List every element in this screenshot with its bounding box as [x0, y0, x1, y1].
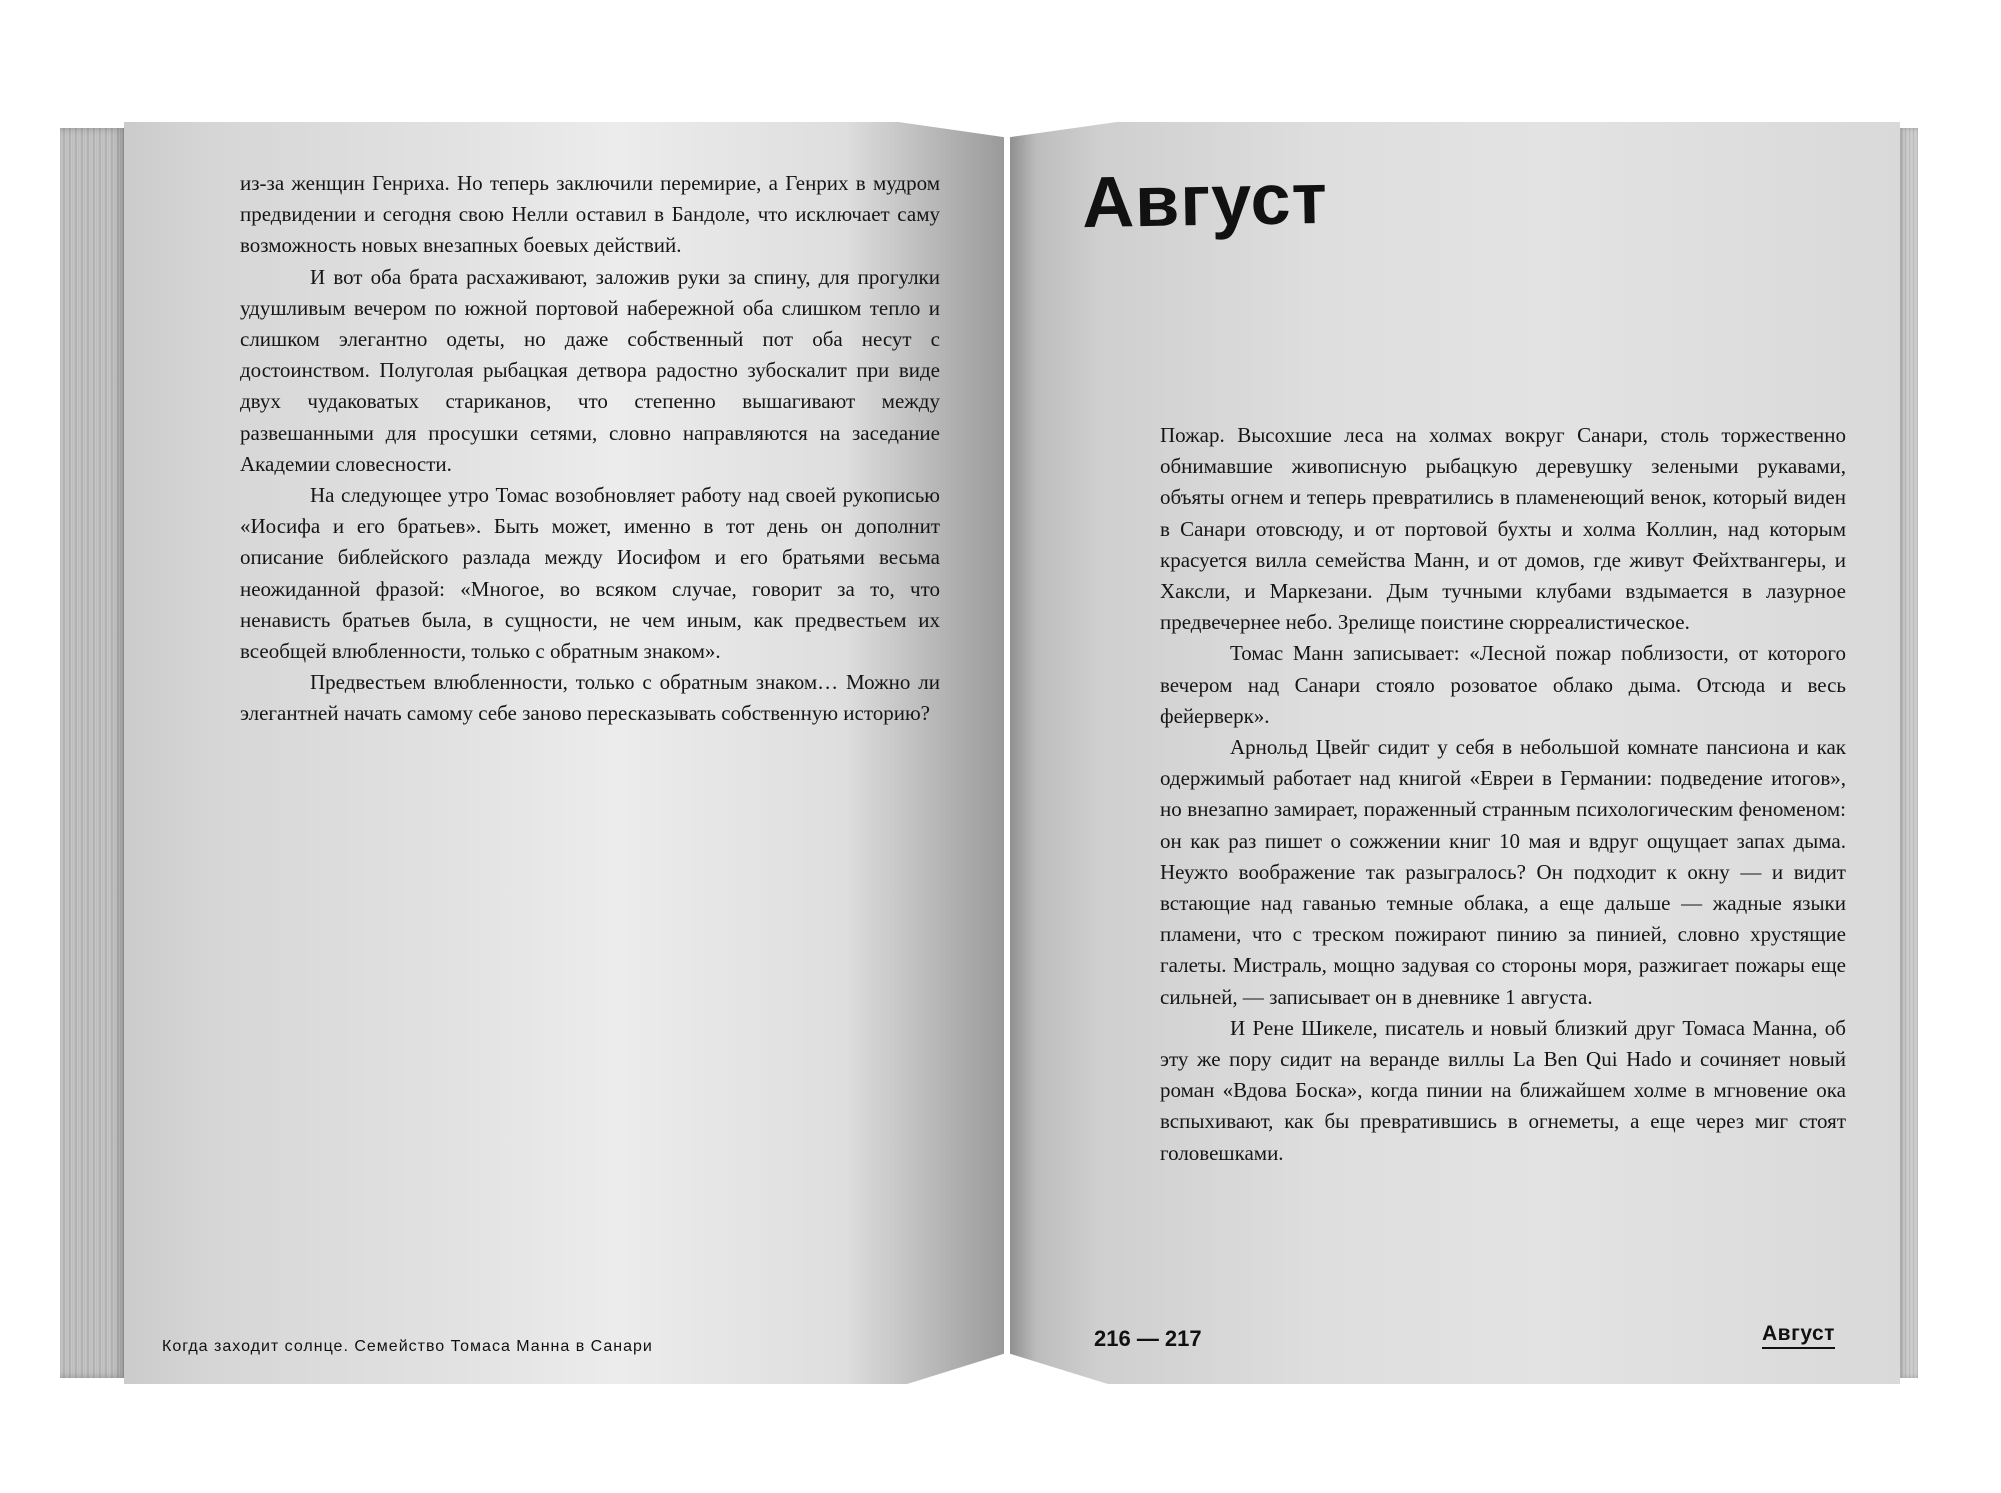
chapter-title: Август — [1081, 158, 1329, 244]
page-numbers: 216 — 217 — [1094, 1326, 1202, 1351]
right-page-body — [1160, 420, 1846, 1169]
paragraph: Арнольд Цвейг сидит у себя в небольшой комнате пансиона и как одержимый работает над книгой «Евреи в Германии: подведение итогов», но внезапно замирает, пораженный странным психологическим феноменом: он как раз пишет о сожжении книг 10 мая и вдруг ощущает запах дыма. Неужто воображение так разыгралось? Он подходит к окну — и видит встающие над гаванью темные облака, а еще дальше — жадные языки пламени, что с треском пожирают пинию за пинией, словно хрустящие галеты. Мистраль, мощно задувая со стороны моря, разжигает пожары еще сильней, — записывает он в дневнике 1 августа. — [1160, 735, 1846, 1009]
running-head: Когда заходит солнце. Семейство Томаса Манна в Санари — [162, 1338, 653, 1355]
paragraph: из-за женщин Генриха. Но теперь заключили перемирие, а Генрих в мудром предвидении и сегодня свою Нелли оставил в Бандоле, что исключает саму возможность новых внезапных боевых действий. — [240, 171, 940, 258]
paragraph: И вот оба брата расхаживают, заложив руки за спину, для прогулки удушливым вечером по южной портовой набережной оба слишком тепло и слишком элегантно одеты, но даже собственный пот оба несут с достоинством. Полуголая рыбацкая детвора радостно зубоскалит при виде двух чудаковатых стариканов, что степенно вышагивают между развешанными для просушки сетями, словно направляются на заседание Академии словесности. — [240, 264, 940, 476]
paragraph: Пожар. Высохшие леса на холмах вокруг Санари, столь торжественно обнимавшие живописную рыбацкую деревушку зелеными рукавами, объяты огнем и теперь превратились в пламенеющий венок, который виден в Санари отовсюду, и от портовой бухты и холма Коллин, над которым красуется вилла семейства Манн, и от домов, где живут Фейхтвангеры, и Хаксли, и Маркезани. Дым тучными клубами вздымается в лазурное предвечернее небо. Зрелище поистине сюрреалистическое. — [1160, 423, 1846, 635]
paragraph: Предвестьем влюбленности, только с обратным знаком… Можно ли элегантней начать самому себе заново пересказывать собственную историю? — [240, 670, 940, 726]
page-edges-right — [1898, 128, 1918, 1378]
paragraph: И Рене Шикеле, писатель и новый близкий друг Томаса Манна, об эту же пору сидит на веранде виллы La Ben Qui Hado и сочиняет новый роман «Вдова Боска», когда пинии на ближайшем холме в мгновение ока вспыхивают, как бы превратившись в огнеметы, а еще через миг стоят головешками. — [1160, 1015, 1846, 1165]
paragraph: На следующее утро Томас возобновляет работу над своей рукописью «Иосифа и его братьев». Быть может, именно в тот день он дополнит описание библейского разлада между Иосифом и его братьями весьма неожиданной фразой: «Многое, во всяком случае, говорит за то, что ненависть братьев была, в сущности, не чем иным, как предвестьем их всеобщей влюбленности, только с обратным знаком». — [240, 483, 940, 664]
page-edges-left — [60, 128, 126, 1378]
paragraph: Томас Манн записывает: «Лесной пожар поблизости, от которого вечером над Санари стояло розоватое облако дыма. Отсюда и весь фейерверк». — [1160, 641, 1846, 728]
section-label: Август — [1762, 1322, 1835, 1349]
left-page-body — [240, 168, 940, 730]
